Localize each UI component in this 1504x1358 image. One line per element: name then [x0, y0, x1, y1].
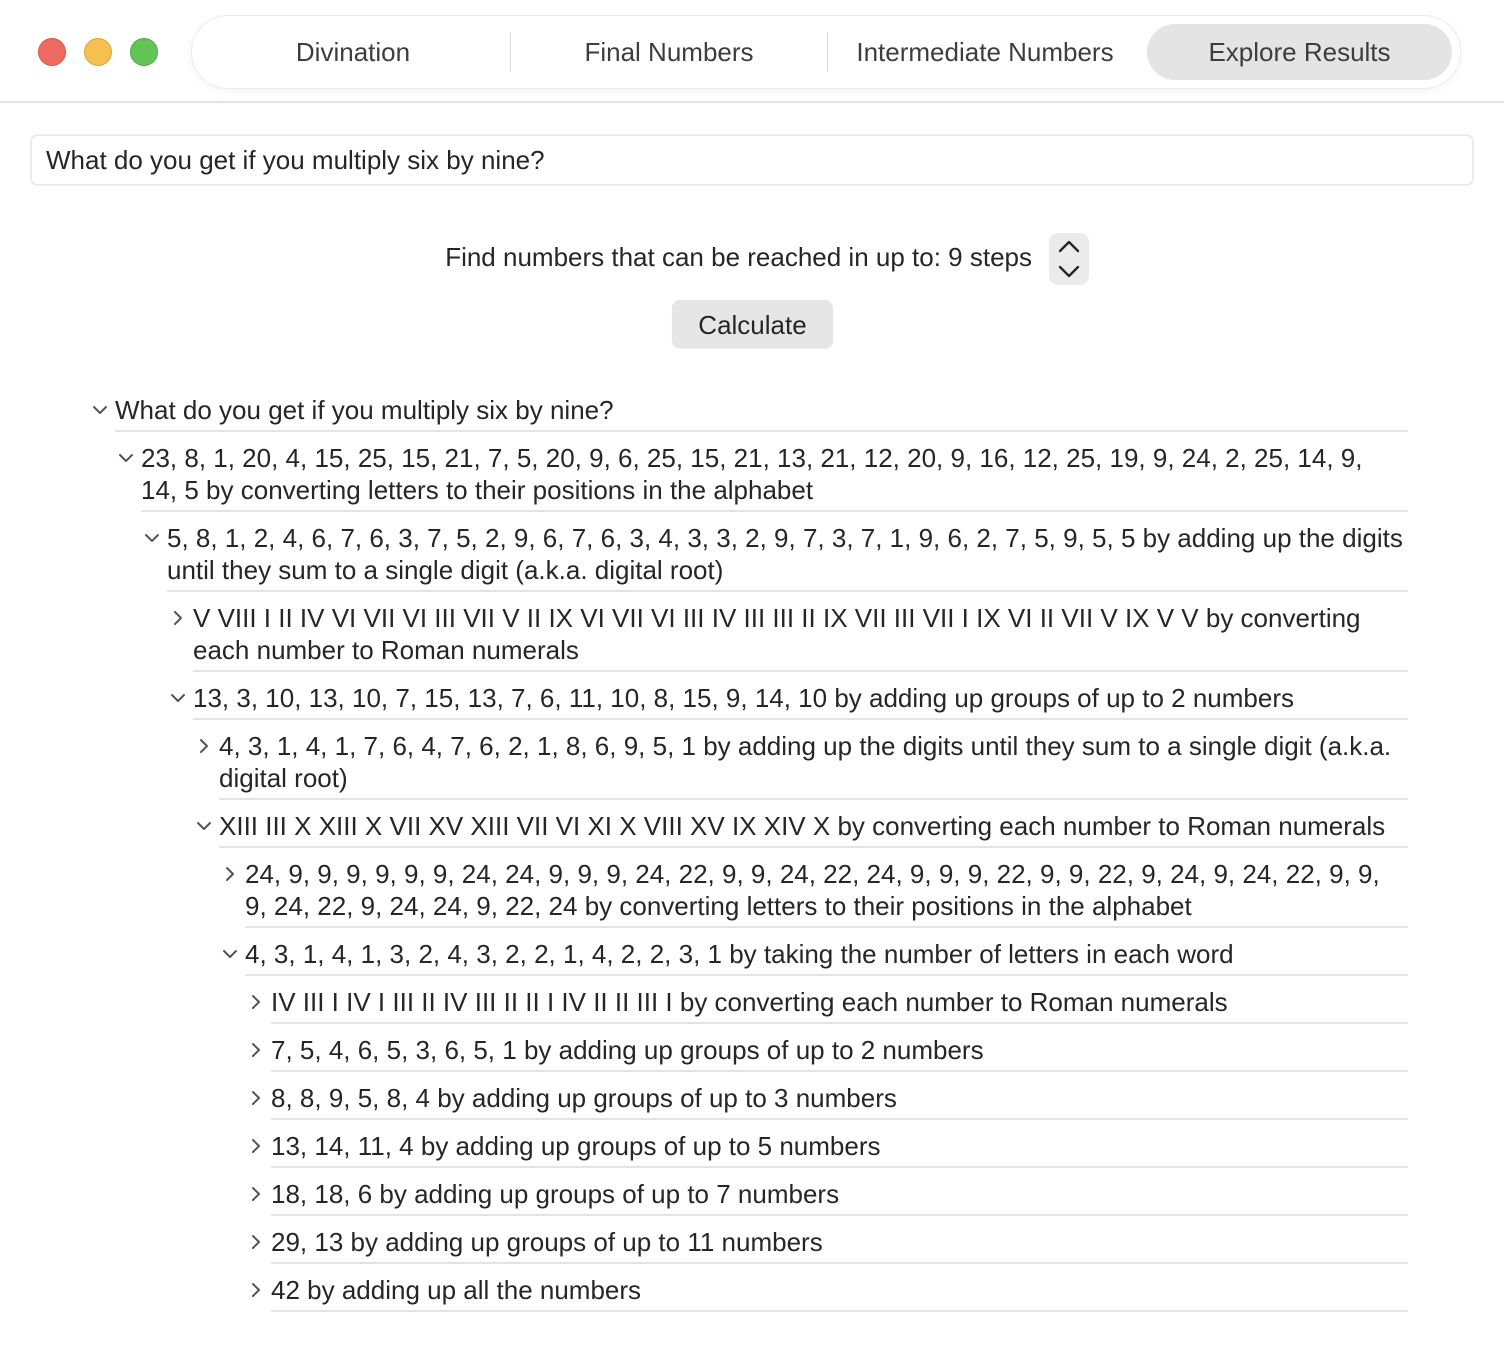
disclosure-collapsed-icon[interactable]: [248, 1042, 264, 1058]
outline-row-text: 23, 8, 1, 20, 4, 15, 25, 15, 21, 7, 5, 20, 9, 6, 25, 15, 21, 13, 21, 12, 20, 9, 16, 12, 25, 19, 9, 24, 2, 25, 14, 9, 14, 5 by converting letters to their positions in the alphabet: [141, 443, 1363, 505]
disclosure-expanded-icon[interactable]: [196, 818, 212, 834]
question-input[interactable]: [30, 134, 1474, 186]
outline-row[interactable]: [0, 928, 1504, 976]
outline-row-text: 4, 3, 1, 4, 1, 7, 6, 4, 7, 6, 2, 1, 8, 6, 9, 5, 1 by adding up the digits until they sum to a single digit (a.k.a. digital root): [219, 731, 1392, 793]
outline-row-text: 13, 3, 10, 13, 10, 7, 15, 13, 7, 6, 11, 10, 8, 15, 9, 14, 10 by adding up groups of up to 2 numbers: [193, 683, 1294, 713]
outline-row-text: 29, 13 by adding up groups of up to 11 numbers: [271, 1227, 823, 1257]
outline-row-text: What do you get if you multiply six by nine?: [115, 395, 614, 425]
outline-row[interactable]: [0, 1168, 1504, 1216]
tab-intermediate-numbers[interactable]: Intermediate Numbers: [856, 37, 1114, 67]
chevron-up-icon: [1058, 238, 1080, 254]
disclosure-expanded-icon[interactable]: [144, 530, 160, 546]
view-segmented-control: [192, 16, 1460, 88]
disclosure-collapsed-icon[interactable]: [248, 1234, 264, 1250]
segment-divider: [827, 32, 828, 72]
stepper-decrement[interactable]: [1049, 259, 1089, 285]
outline-row[interactable]: [0, 800, 1504, 848]
outline-row-text: 13, 14, 11, 4 by adding up groups of up to 5 numbers: [271, 1131, 881, 1161]
disclosure-collapsed-icon[interactable]: [248, 1090, 264, 1106]
outline-row[interactable]: [0, 1072, 1504, 1120]
outline-row-text: 42 by adding up all the numbers: [271, 1275, 642, 1305]
window-titlebar: [0, 0, 1504, 103]
outline-row[interactable]: [0, 384, 1504, 432]
steps-row: [0, 230, 1504, 286]
segment-divider: [510, 32, 511, 72]
disclosure-collapsed-icon[interactable]: [196, 738, 212, 754]
row-separator: [271, 1310, 1408, 1312]
disclosure-expanded-icon[interactable]: [170, 690, 186, 706]
outline-row[interactable]: [0, 1120, 1504, 1168]
outline-row[interactable]: [0, 1216, 1504, 1264]
close-window-button[interactable]: [38, 38, 66, 66]
outline-row[interactable]: [0, 1024, 1504, 1072]
steps-label: Find numbers that can be reached in up to: 9 steps: [445, 242, 1032, 272]
disclosure-expanded-icon[interactable]: [222, 946, 238, 962]
tab-divination[interactable]: Divination: [295, 37, 411, 67]
stepper-increment[interactable]: [1049, 233, 1089, 259]
disclosure-expanded-icon[interactable]: [92, 402, 108, 418]
calculate-button[interactable]: Calculate: [672, 300, 833, 348]
outline-row-text: 5, 8, 1, 2, 4, 6, 7, 6, 3, 7, 5, 2, 9, 6, 7, 6, 3, 4, 3, 3, 2, 9, 7, 3, 7, 1, 9, 6, 2, 7, 5, 9, 5, 5 by adding up the digits until they sum to a single digit (a.k.a. digital root): [167, 523, 1403, 585]
outline-row[interactable]: [0, 976, 1504, 1024]
steps-stepper[interactable]: [1049, 233, 1089, 285]
outline-row-text: 18, 18, 6 by adding up groups of up to 7 numbers: [271, 1179, 840, 1209]
outline-row-text: 8, 8, 9, 5, 8, 4 by adding up groups of up to 3 numbers: [271, 1083, 897, 1113]
outline-row[interactable]: [0, 720, 1504, 800]
outline-row[interactable]: [0, 848, 1504, 928]
disclosure-expanded-icon[interactable]: [118, 450, 134, 466]
outline-row[interactable]: [0, 512, 1504, 592]
outline-row[interactable]: [0, 432, 1504, 512]
outline-row-text: 7, 5, 4, 6, 5, 3, 6, 5, 1 by adding up groups of up to 2 numbers: [271, 1035, 984, 1065]
disclosure-collapsed-icon[interactable]: [248, 1186, 264, 1202]
disclosure-collapsed-icon[interactable]: [222, 866, 238, 882]
outline-row[interactable]: [0, 592, 1504, 672]
disclosure-collapsed-icon[interactable]: [248, 1282, 264, 1298]
outline-row[interactable]: [0, 1264, 1504, 1312]
disclosure-collapsed-icon[interactable]: [248, 1138, 264, 1154]
tab-explore-results[interactable]: Explore Results: [1147, 24, 1452, 80]
outline-row-text: 4, 3, 1, 4, 1, 3, 2, 4, 3, 2, 2, 1, 4, 2, 2, 3, 1 by taking the number of letters in each word: [245, 939, 1234, 969]
outline-row-text: IV III I IV I III II IV III II II I IV II II III I by converting each number to Roman numerals: [271, 987, 1228, 1017]
disclosure-collapsed-icon[interactable]: [248, 994, 264, 1010]
tab-final-numbers[interactable]: Final Numbers: [584, 37, 754, 67]
outline-row-text: V VIII I II IV VI VII VI III VII V II IX VI VII VI III IV III III II IX VII III VII I IX VI II VII V IX V V by converting each number to Roman numerals: [193, 603, 1361, 665]
zoom-window-button[interactable]: [130, 38, 158, 66]
outline-row-text: XIII III X XIII X VII XV XIII VII VI XI X VIII XV IX XIV X by converting each number to Roman numerals: [219, 811, 1386, 841]
chevron-down-icon: [1058, 264, 1080, 280]
disclosure-collapsed-icon[interactable]: [170, 610, 186, 626]
outline-row[interactable]: [0, 672, 1504, 720]
minimize-window-button[interactable]: [84, 38, 112, 66]
outline-row-text: 24, 9, 9, 9, 9, 9, 9, 24, 24, 9, 9, 9, 24, 22, 9, 9, 24, 22, 24, 9, 9, 9, 22, 9, 9, 22, 9, 24, 9, 24, 22, 9, 9, 9, 24, 22, 9, 24, 24, 9, 22, 24 by converting letters to their positions in the alphabet: [245, 859, 1380, 921]
